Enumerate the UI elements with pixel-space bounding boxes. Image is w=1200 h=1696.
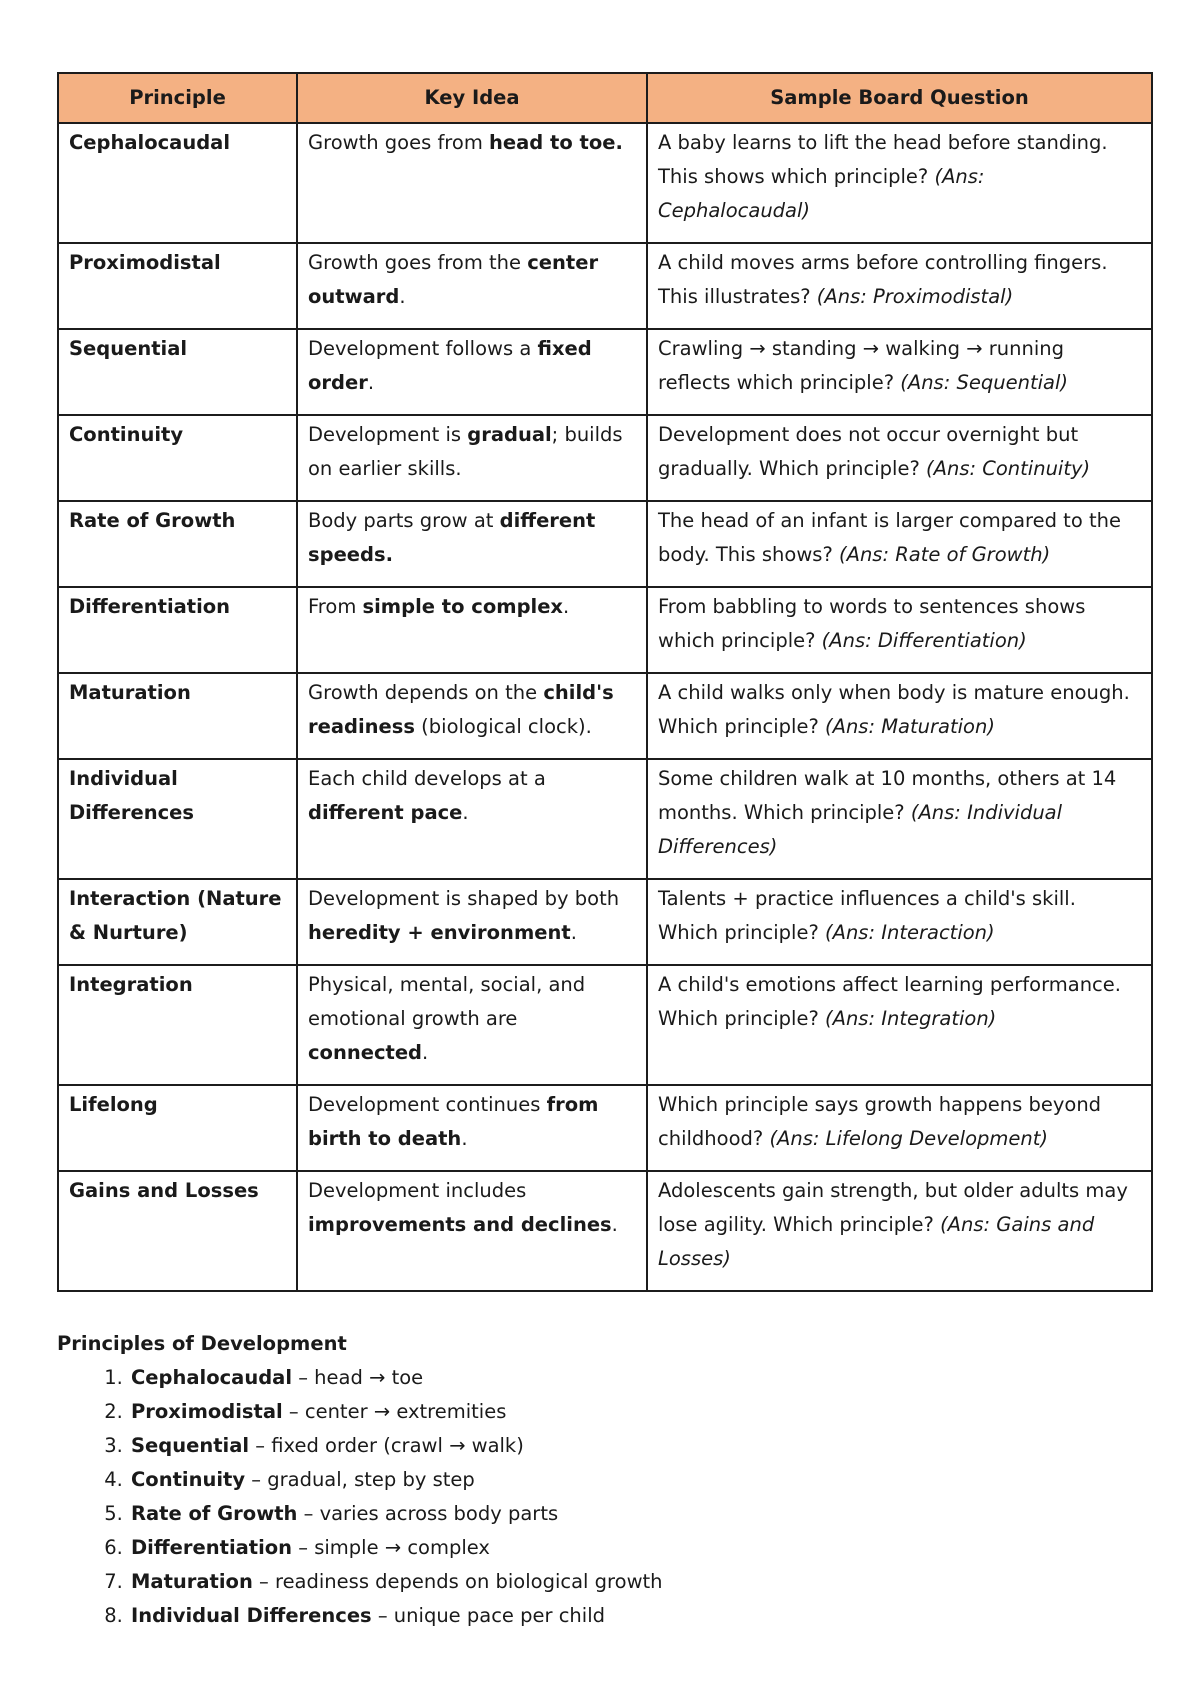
key-idea-emphasis: simple to complex bbox=[362, 595, 564, 618]
answer-text: (Ans: Continuity) bbox=[926, 457, 1091, 480]
key-idea-text: . bbox=[367, 371, 375, 394]
principle-cell: Differentiation bbox=[58, 587, 297, 673]
key-idea-text: Physical, mental, social, and emotional growth are bbox=[308, 973, 586, 1030]
table-row bbox=[58, 329, 1152, 415]
list-item bbox=[129, 1361, 663, 1395]
key-idea-emphasis: different pace bbox=[308, 801, 463, 824]
question-text: From babbling to words to sentences shows which principle? bbox=[658, 595, 1086, 652]
principles-summary bbox=[57, 1327, 663, 1633]
principle-cell: Proximodistal bbox=[58, 243, 297, 329]
list-item-desc: – head → toe bbox=[292, 1366, 424, 1389]
key-idea-emphasis: heredity + environment bbox=[308, 921, 571, 944]
key-idea-cell bbox=[297, 673, 647, 759]
key-idea-emphasis: center outward bbox=[308, 251, 599, 308]
sample-question-cell bbox=[647, 759, 1152, 879]
sample-question-cell bbox=[647, 879, 1152, 965]
key-idea-text: ; builds on earlier skills. bbox=[308, 423, 623, 480]
answer-text: (Ans: Gains and Losses) bbox=[658, 1213, 1095, 1270]
key-idea-cell bbox=[297, 501, 647, 587]
header-principle: Principle bbox=[58, 73, 297, 123]
key-idea-cell bbox=[297, 965, 647, 1085]
key-idea-cell bbox=[297, 123, 647, 243]
key-idea-text: (biological clock). bbox=[414, 715, 592, 738]
list-item-term: Proximodistal bbox=[131, 1400, 283, 1423]
key-idea-emphasis: improvements and declines bbox=[308, 1213, 612, 1236]
principle-cell: Interaction (Nature & Nurture) bbox=[58, 879, 297, 965]
table-body bbox=[58, 123, 1152, 1291]
header-sample-question: Sample Board Question bbox=[647, 73, 1152, 123]
principle-cell: Sequential bbox=[58, 329, 297, 415]
principle-cell: Maturation bbox=[58, 673, 297, 759]
list-item-desc: – gradual, step by step bbox=[245, 1468, 475, 1491]
summary-title: Principles of Development bbox=[57, 1332, 347, 1355]
list-item bbox=[129, 1599, 663, 1633]
answer-text: (Ans: Individual Differences) bbox=[658, 801, 1063, 858]
key-idea-text: . bbox=[462, 801, 469, 824]
question-text: A child's emotions affect learning performance. Which principle? bbox=[658, 973, 1121, 1030]
principle-cell: Individual Differences bbox=[58, 759, 297, 879]
key-idea-emphasis: head to toe. bbox=[489, 131, 623, 154]
list-item-desc: – readiness depends on biological growth bbox=[252, 1570, 663, 1593]
key-idea-emphasis: from birth to death bbox=[308, 1093, 599, 1150]
key-idea-text: Development is bbox=[308, 423, 468, 446]
list-item-term: Sequential bbox=[131, 1434, 250, 1457]
key-idea-cell bbox=[297, 587, 647, 673]
sample-question-cell bbox=[647, 965, 1152, 1085]
list-item-desc: – unique pace per child bbox=[371, 1604, 605, 1627]
table-row bbox=[58, 123, 1152, 243]
list-item-term: Individual Differences bbox=[131, 1604, 372, 1627]
key-idea-emphasis: connected bbox=[308, 1041, 423, 1064]
list-item-term: Differentiation bbox=[131, 1536, 293, 1559]
key-idea-text: Development is shaped by both bbox=[308, 887, 620, 910]
question-text: A child moves arms before controlling fingers. This illustrates? bbox=[658, 251, 1108, 308]
key-idea-text: . bbox=[461, 1127, 468, 1150]
key-idea-emphasis: fixed order bbox=[308, 337, 592, 394]
header-key-idea: Key Idea bbox=[297, 73, 647, 123]
key-idea-text: Development includes bbox=[308, 1179, 527, 1202]
key-idea-text: . bbox=[399, 285, 406, 308]
answer-text: (Ans: Maturation) bbox=[825, 715, 995, 738]
answer-text: (Ans: Cephalocaudal) bbox=[658, 165, 985, 222]
table-row bbox=[58, 879, 1152, 965]
key-idea-text: . bbox=[563, 595, 570, 618]
question-text: Development does not occur overnight but gradually. Which principle? bbox=[658, 423, 1079, 480]
answer-text: (Ans: Lifelong Development) bbox=[769, 1127, 1048, 1150]
key-idea-text: Growth goes from bbox=[308, 131, 490, 154]
list-item bbox=[129, 1531, 663, 1565]
sample-question-cell bbox=[647, 123, 1152, 243]
key-idea-text: Development continues bbox=[308, 1093, 547, 1116]
sample-question-cell bbox=[647, 329, 1152, 415]
list-item-desc: – simple → complex bbox=[292, 1536, 490, 1559]
answer-text: (Ans: Proximodistal) bbox=[816, 285, 1014, 308]
answer-text: (Ans: Sequential) bbox=[900, 371, 1068, 394]
key-idea-cell bbox=[297, 759, 647, 879]
key-idea-cell bbox=[297, 879, 647, 965]
key-idea-cell bbox=[297, 1085, 647, 1171]
list-item bbox=[129, 1463, 663, 1497]
key-idea-text: Growth goes from the bbox=[308, 251, 528, 274]
list-item-term: Rate of Growth bbox=[131, 1502, 298, 1525]
key-idea-cell bbox=[297, 415, 647, 501]
key-idea-text: . bbox=[570, 921, 577, 944]
key-idea-emphasis: child's readiness bbox=[308, 681, 614, 738]
principles-table bbox=[57, 72, 1153, 1292]
list-item-term: Cephalocaudal bbox=[131, 1366, 293, 1389]
table-header bbox=[58, 73, 1152, 123]
question-text: Which principle says growth happens beyond childhood? bbox=[658, 1093, 1102, 1150]
sample-question-cell bbox=[647, 673, 1152, 759]
table-header-row bbox=[58, 73, 1152, 123]
key-idea-cell bbox=[297, 329, 647, 415]
key-idea-cell bbox=[297, 1171, 647, 1291]
sample-question-cell bbox=[647, 1171, 1152, 1291]
answer-text: (Ans: Integration) bbox=[825, 1007, 997, 1030]
key-idea-text: Each child develops at a bbox=[308, 767, 546, 790]
table-row bbox=[58, 1085, 1152, 1171]
key-idea-text: . bbox=[422, 1041, 429, 1064]
list-item-desc: – varies across body parts bbox=[297, 1502, 559, 1525]
question-text: Talents + practice influences a child's skill. Which principle? bbox=[658, 887, 1076, 944]
sample-question-cell bbox=[647, 587, 1152, 673]
list-item-term: Continuity bbox=[131, 1468, 246, 1491]
list-item bbox=[129, 1565, 663, 1599]
question-text: The head of an infant is larger compared to the body. This shows? bbox=[658, 509, 1121, 566]
key-idea-text: From bbox=[308, 595, 363, 618]
principle-cell: Rate of Growth bbox=[58, 501, 297, 587]
question-text: A baby learns to lift the head before standing. This shows which principle? bbox=[658, 131, 1108, 188]
list-item bbox=[129, 1429, 663, 1463]
principle-cell: Cephalocaudal bbox=[58, 123, 297, 243]
key-idea-emphasis: gradual bbox=[467, 423, 552, 446]
table-row bbox=[58, 759, 1152, 879]
list-item-term: Maturation bbox=[131, 1570, 253, 1593]
question-text: Crawling → standing → walking → running reflects which principle? bbox=[658, 337, 1064, 394]
question-text: Some children walk at 10 months, others at 14 months. Which principle? bbox=[658, 767, 1117, 824]
answer-text: (Ans: Differentiation) bbox=[821, 629, 1027, 652]
list-item bbox=[129, 1395, 663, 1429]
table-row bbox=[58, 965, 1152, 1085]
sample-question-cell bbox=[647, 501, 1152, 587]
key-idea-text: . bbox=[611, 1213, 618, 1236]
table-row bbox=[58, 1171, 1152, 1291]
list-item bbox=[129, 1497, 663, 1531]
principle-cell: Lifelong bbox=[58, 1085, 297, 1171]
key-idea-text: Development follows a bbox=[308, 337, 538, 360]
principle-cell: Gains and Losses bbox=[58, 1171, 297, 1291]
principle-cell: Continuity bbox=[58, 415, 297, 501]
table-row bbox=[58, 587, 1152, 673]
list-item-desc: – center → extremities bbox=[282, 1400, 507, 1423]
principle-cell: Integration bbox=[58, 965, 297, 1085]
key-idea-emphasis: different speeds. bbox=[308, 509, 596, 566]
sample-question-cell bbox=[647, 415, 1152, 501]
key-idea-text: Body parts grow at bbox=[308, 509, 500, 532]
answer-text: (Ans: Rate of Growth) bbox=[839, 543, 1051, 566]
table-row bbox=[58, 673, 1152, 759]
list-item-desc: – fixed order (crawl → walk) bbox=[249, 1434, 524, 1457]
sample-question-cell bbox=[647, 1085, 1152, 1171]
sample-question-cell bbox=[647, 243, 1152, 329]
principles-list bbox=[57, 1361, 663, 1633]
table-row bbox=[58, 243, 1152, 329]
question-text: A child walks only when body is mature enough. Which principle? bbox=[658, 681, 1130, 738]
table-row bbox=[58, 415, 1152, 501]
key-idea-cell bbox=[297, 243, 647, 329]
table-row bbox=[58, 501, 1152, 587]
question-text: Adolescents gain strength, but older adults may lose agility. Which principle? bbox=[658, 1179, 1128, 1236]
answer-text: (Ans: Interaction) bbox=[825, 921, 995, 944]
key-idea-text: Growth depends on the bbox=[308, 681, 544, 704]
